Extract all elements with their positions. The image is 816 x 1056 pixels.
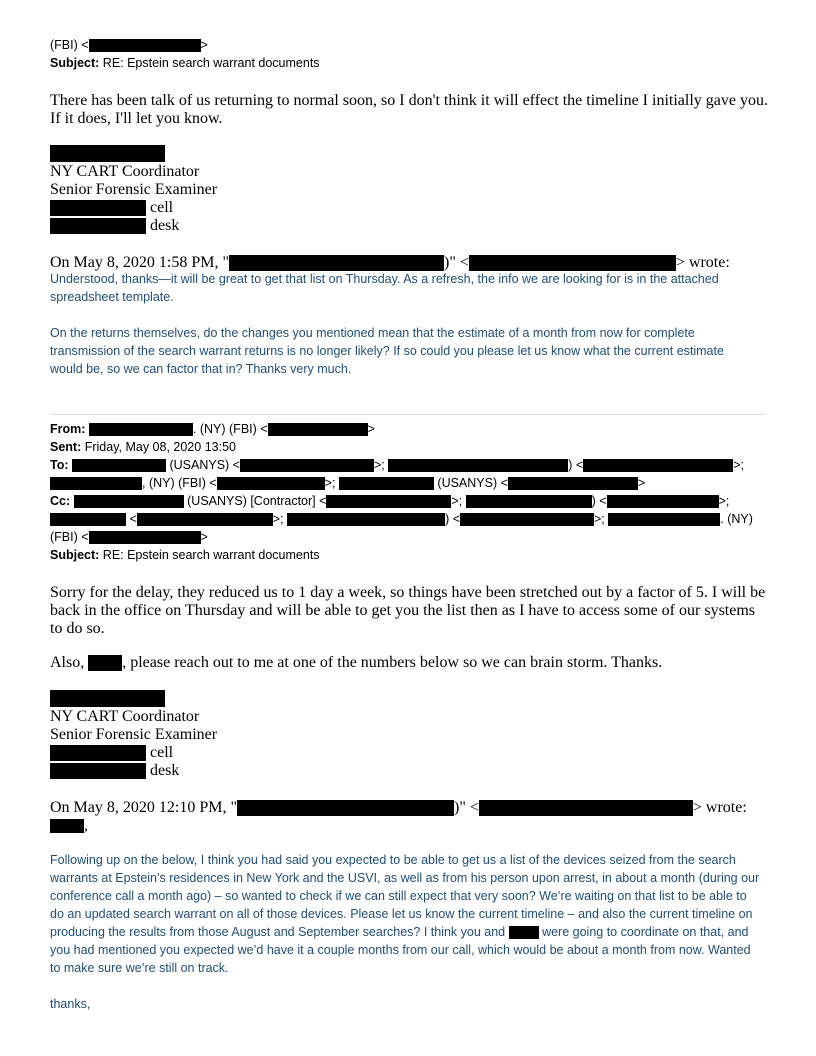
redaction-box: [469, 255, 676, 271]
redaction-box: [50, 200, 146, 216]
redaction-box: [137, 513, 273, 526]
signature-subtitle: Senior Forensic Examiner: [50, 181, 218, 198]
redaction-box: [608, 513, 720, 526]
separator: >;: [272, 512, 284, 526]
redaction-box: [240, 459, 374, 472]
header-to-line2: [50, 474, 645, 492]
separator: >;: [718, 494, 730, 508]
separator: >;: [324, 476, 336, 490]
header-org-text: (FBI) <: [50, 38, 89, 52]
separator: ) <: [445, 512, 460, 526]
cc-label: Cc:: [50, 494, 71, 508]
separator: >;: [451, 494, 463, 508]
redaction-box: [287, 513, 445, 526]
header-cc-line2: [50, 510, 753, 528]
to-label: To:: [50, 458, 69, 472]
quoted-paragraph: Understood, thanks—it will be great to get that list on Thursday. As a refresh, the info we are looking for is in the attached spreadsheet template.: [50, 272, 719, 304]
subject-text: RE: Epstein search warrant documents: [99, 548, 320, 562]
attribution-suffix: > wrote:: [692, 799, 747, 816]
quote-attribution: [50, 799, 747, 817]
quoted-paragraph: On the returns themselves, do the changes you mentioned mean that the estimate of a month from now for complete transmission of the search warrant returns is no longer likely? If so could you please let us know what the current estimate would be, so we can factor that in? Thanks very much.: [50, 326, 724, 376]
signature-subtitle: Senior Forensic Examiner: [50, 726, 218, 743]
subject-label: Subject:: [50, 56, 100, 70]
reply-body: There has been talk of us returning to normal soon, so I don't think it will effect the timeline I initially gave you. If it does, I'll let you know.: [50, 92, 768, 127]
attribution-prefix: On May 8, 2020 12:10 PM, ": [50, 799, 237, 816]
header-to-line1: [50, 456, 744, 474]
also-suffix: , please reach out to me at one of the numbers below so we can brain storm. Thanks.: [122, 654, 663, 671]
attribution-mid: )" <: [443, 254, 469, 271]
greeting-comma: ,: [84, 817, 88, 834]
quoted-signoff: thanks,: [50, 997, 91, 1011]
attribution-mid: )" <: [453, 799, 479, 816]
header-subject: [50, 546, 320, 564]
header-bracket: >: [200, 530, 208, 544]
sent-label: Sent:: [50, 440, 82, 454]
redaction-box: [50, 218, 146, 234]
reply-body: Sorry for the delay, they reduced us to 1 day a week, so things have been stretched out by a factor of 5. I will be back in the office on Thursday and will be able to get you the list then as I have to access some of our systems to do so.: [50, 584, 766, 637]
redaction-box: [460, 513, 594, 526]
attribution-suffix: > wrote:: [675, 254, 730, 271]
header-bracket: >: [200, 38, 208, 52]
redaction-box: [388, 459, 568, 472]
reply-also-line: [50, 654, 662, 672]
also-prefix: Also,: [50, 654, 89, 671]
from-tail: . (NY) (FBI) <: [192, 422, 268, 436]
redaction-box: [217, 477, 325, 490]
header-bracket: >: [637, 476, 646, 490]
signature-title: NY CART Coordinator: [50, 163, 200, 180]
redaction-box: [74, 495, 184, 508]
quoted-text: Following up on the below, I think you had said you expected to be able to get us a list of the devices seized from the search warrants at Epstein’s residences in New York and the USVI, as well as from his person upon arrest, in about a month (during our conference call a month ago) – so wanted to check if we can still expect that very soon? We’re waiting on that list to be able to do an updated search warrant on all of those devices. Please let us know the current timeline – and also the current timeline on producing the results from those August and September searches? I think you and: [50, 853, 760, 939]
header-from: [50, 420, 375, 438]
header-bracket: <: [129, 512, 137, 526]
redaction-box: [50, 819, 84, 833]
separator: >;: [733, 458, 744, 472]
to-org: (USANYS) <: [437, 476, 508, 490]
redaction-box: [326, 495, 451, 508]
redaction-box: [508, 477, 638, 490]
header-bracket: >: [367, 422, 375, 436]
quoted-paragraph: [50, 851, 760, 977]
greeting-line: [50, 817, 88, 835]
from-label: From:: [50, 422, 86, 436]
cc-org: (USANYS) [Contractor] <: [187, 494, 327, 508]
redaction-box: [72, 459, 166, 472]
redaction-box: [50, 513, 126, 526]
redaction-box: [89, 39, 201, 52]
redaction-box: [479, 800, 693, 816]
redaction-box: [339, 477, 434, 490]
subject-text: RE: Epstein search warrant documents: [99, 56, 320, 70]
desk-label: desk: [150, 217, 180, 234]
redaction-box: [89, 423, 193, 436]
header-sent: [50, 438, 236, 456]
header-cc-line1: [50, 492, 729, 510]
redaction-box: [50, 145, 165, 162]
separator: ) <: [591, 494, 607, 508]
header-org-text: (FBI) <: [50, 530, 89, 544]
separator: >;: [374, 458, 385, 472]
redaction-box: [229, 255, 444, 271]
redaction-box: [88, 655, 122, 671]
attribution-prefix: On May 8, 2020 1:58 PM, ": [50, 254, 229, 271]
to-org: , (NY) (FBI) <: [142, 476, 217, 490]
header-subject: [50, 54, 320, 72]
quoted-text: were going to coordinate on that, and you had mentioned you expected we’d have it a couple months from our call, which would be about a month from now. Wanted to make sure we’re still on track.: [50, 925, 751, 975]
redaction-box: [583, 459, 733, 472]
redaction-box: [237, 800, 454, 816]
signature-title: NY CART Coordinator: [50, 708, 200, 725]
redaction-box: [509, 926, 539, 939]
to-org: (USANYS) <: [169, 458, 240, 472]
redaction-box: [466, 495, 592, 508]
redaction-box: [50, 763, 146, 779]
desk-label: desk: [150, 762, 180, 779]
cell-label: cell: [150, 744, 174, 761]
subject-label: Subject:: [50, 548, 100, 562]
redaction-box: [607, 495, 719, 508]
sent-date: Friday, May 08, 2020 13:50: [81, 440, 236, 454]
redaction-box: [50, 690, 165, 707]
separator: ) <: [568, 458, 584, 472]
separator-rule: [50, 414, 766, 415]
cell-label: cell: [150, 199, 174, 216]
redaction-box: [50, 745, 146, 761]
separator: >;: [594, 512, 605, 526]
redaction-box: [89, 531, 201, 544]
redaction-box: [268, 423, 368, 436]
cc-org: . (NY): [720, 512, 753, 526]
header-fbi-line: [50, 36, 208, 54]
header-fbi-line: [50, 528, 208, 546]
redaction-box: [50, 477, 142, 490]
